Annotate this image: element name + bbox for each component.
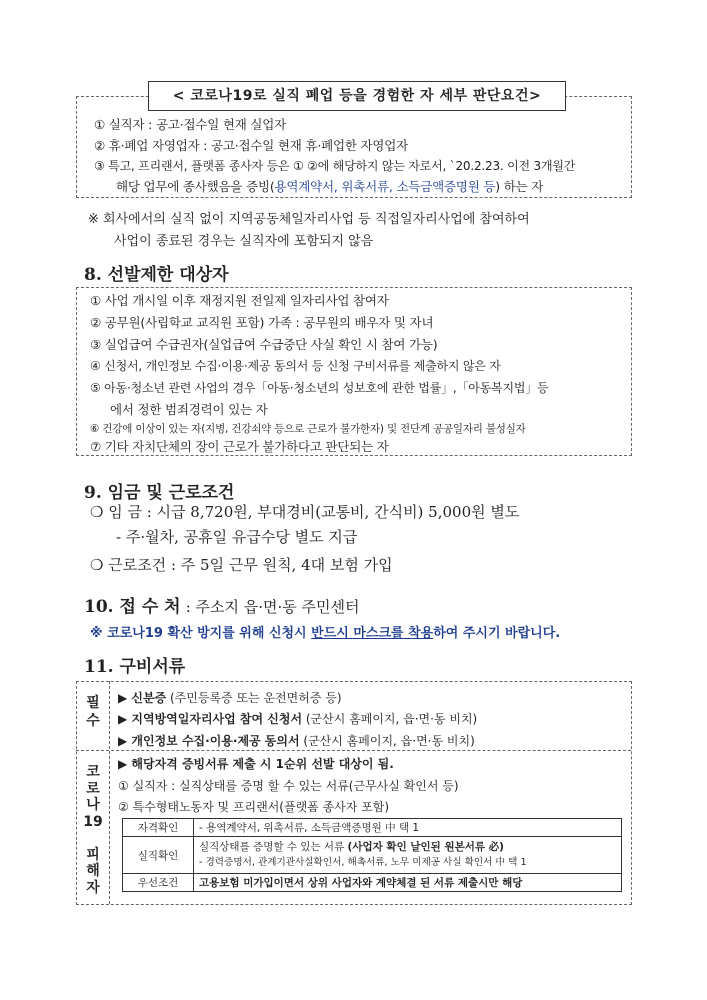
unemp-text-1b: (사업자 확인 날인된 원본서류 必) [347,841,504,853]
qual-text: - 용역계약서, 위촉서류, 소득금액증명원 中 택 1 [194,819,622,837]
criteria-item-3-cont-b: ) 하는 자 [495,179,544,194]
required-doc-1-detail: (주민등록증 또는 운전면허증 등) [166,691,342,705]
covid-docs-item-2: ② 특수형태노동자 및 프리랜서(플랫폼 종사자 포함) [118,800,390,814]
table-row [123,819,622,837]
covid-docs-item-1: ① 실직자 : 실직상태를 증명 할 수 있는 서류(근무사실 확인서 등) [118,779,459,793]
section-8-item-2: ② 공무원(사립학교 교직원 포함) 가족 : 공무원의 배우자 및 자녀 [90,315,434,330]
wage-line: ❍ 임 금 : 시급 8,720원, 부대경비(교통비, 간식비) 5,000원 별도 [90,503,520,521]
covid-docs-head: ▶ 해당자격 증빙서류 제출 시 1순위 선발 대상이 됨. [118,757,394,771]
qual-label: 자격확인 [123,819,194,837]
documents-divider-h [76,750,631,751]
unemp-label: 실직확인 [123,837,194,874]
required-doc-2-name: ▶ 지역방역일자리사업 참여 신청서 [118,712,303,726]
criteria-item-3-cont-a: 해당 업무에 종사했음을 증빙( [116,179,275,194]
required-doc-1-name: ▶ 신분증 [118,691,167,705]
unemp-text-2: - 경력증명서, 관계기관사실확인서, 해촉서류, 노무 미제공 사실 확인서 中 택 1 [199,857,527,868]
criteria-item-1: ① 실직자 : 공고·접수일 현재 실업자 [94,117,287,132]
work-conditions-line: ❍ 근로조건 : 주 5일 근무 원칙, 4대 보험 가입 [90,556,393,574]
documents-divider-v [109,681,110,904]
section-10-line [84,592,360,617]
section-8-item-3: ③ 실업급여 수급권자(실업급여 수급중단 사실 확인 시 참여 가능) [90,337,438,352]
unemp-line-1 [199,839,616,855]
section-10-heading: 10. 접 수 처 [84,597,181,617]
mask-notice [90,622,560,641]
section-8-item-7: ⑦ 기타 자치단체의 장이 근로가 불가하다고 판단되는 자 [90,439,389,454]
section-8-item-6: ⑥ 건강에 이상이 있는 자(지병, 건강쇠약 등으로 근로가 불가한자) 및 전단계 공공일자리 불성실자 [90,423,526,435]
criteria-item-3: ③ 특고, 프리랜서, 플랫폼 종사자 등은 ① ②에 해당하지 않는 자로서, `20.2.23. 이전 3개월간 [94,159,576,173]
criteria-note-line-2: 사업이 종료된 경우는 실직자에 포함되지 않음 [114,234,374,249]
required-doc-3 [118,732,475,749]
section-9-heading: 9. 임금 및 근로조건 [84,483,235,503]
unemp-cell [194,837,622,874]
section-8-item-1: ① 사업 개시일 이후 재정지원 전일제 일자리사업 참여자 [90,293,389,308]
required-label: 필 수 [86,695,100,729]
section-11-heading: 11. 구비서류 [84,657,186,677]
table-row [123,837,622,874]
wage-allowance-line: - 주·월차, 공휴일 유급수당 별도 지급 [116,528,358,546]
criteria-item-3-evidence: 용역계약서, 위촉서류, 소득금액증명원 등 [274,179,496,194]
unemp-text-1a: 실직상태를 증명할 수 있는 서류 [199,841,348,853]
section-8-item-5: ⑤ 아동·청소년 관련 사업의 경우「아동·청소년의 성보호에 관한 법률」,「아동복지법」등 [90,381,549,395]
required-doc-3-detail: (군산시 홈페이지, 읍·면·동 비치) [299,734,475,748]
criteria-note-line-1: ※ 회사에서의 실직 없이 지역공동체일자리사업 등 직접일자리사업에 참여하여 [88,212,530,227]
prio-text: 고용보험 미가입이면서 상위 사업자와 계약체결 된 서류 제출시만 해당 [194,874,622,892]
criteria-title: < 코로나19로 실직 폐업 등을 경험한 자 세부 판단요건> [148,81,566,111]
mask-notice-b: 하여 주시기 바랍니다. [433,626,561,641]
section-8-item-5-cont: 에서 정한 범죄경력이 있는 자 [110,402,268,417]
evidence-table [122,818,622,892]
section-8-item-4: ④ 신청서, 개인정보 수집·이용·제공 동의서 등 신청 구비서류를 제출하지 않은 자 [90,359,501,373]
prio-label: 우선조건 [123,874,194,892]
section-8-heading: 8. 선발제한 대상자 [84,265,229,285]
criteria-item-2: ② 휴·폐업 자영업자 : 공고·접수일 현재 휴·폐업한 자영업자 [94,138,409,153]
table-row [123,874,622,892]
section-10-text: : 주소지 읍·면·동 주민센터 [185,598,360,616]
mask-notice-a: ※ 코로나19 확산 방지를 위해 신청시 [90,626,312,641]
covid-victim-label: 코 로 나 19 피 해 자 [83,764,103,896]
required-doc-3-name: ▶ 개인정보 수집·이용·제공 동의서 [118,734,300,748]
required-doc-1 [118,689,342,706]
mask-notice-underlined: 반드시 마스크를 착용 [311,626,434,641]
required-doc-2-detail: (군산시 홈페이지, 읍·면·동 비치) [302,712,478,726]
required-doc-2 [118,710,477,727]
criteria-item-3-cont [116,177,543,195]
